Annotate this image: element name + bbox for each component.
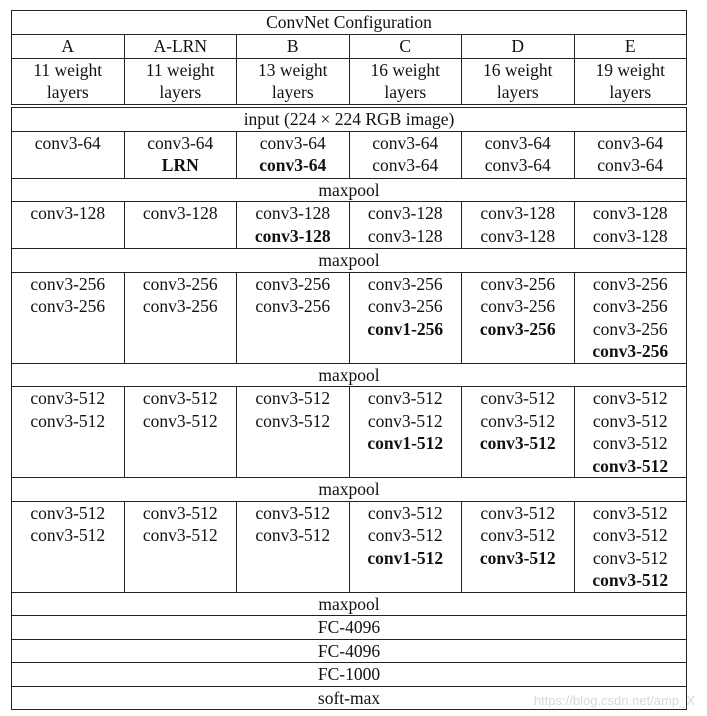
weight-layers-line: layers [384, 82, 427, 102]
column-header: B [237, 35, 350, 59]
conv-layer-label: conv3-64 [484, 132, 551, 153]
conv-layer-label: conv3-512 [592, 433, 668, 453]
conv-layer-label: conv3-256 [367, 296, 443, 316]
conv-layer-label: conv3-512 [142, 388, 218, 408]
conv-layer-cell [462, 202, 575, 249]
conv-layer-label: conv3-256 [480, 296, 556, 316]
weight-layers-line: 19 weight [595, 59, 665, 80]
conv-layer-label: conv3-64 [597, 132, 664, 153]
conv-layer-label: conv3-128 [480, 225, 556, 246]
classifier-row: FC-4096 [12, 616, 687, 640]
conv-layer-label: conv3-512 [367, 502, 443, 523]
conv-layer-cell [124, 202, 237, 249]
weight-layers-cell [124, 58, 237, 104]
weight-layers-cell [462, 58, 575, 104]
conv-layer-label: conv3-512 [592, 570, 669, 590]
conv-layer-label: conv3-256 [479, 318, 556, 339]
conv-layer-cell [237, 131, 350, 178]
weight-layers-line: layers [609, 82, 652, 102]
conv-layer-cell [349, 272, 462, 363]
conv-layer-label: conv1-256 [367, 318, 444, 339]
conv-layer-label: conv3-256 [592, 296, 668, 316]
table-title: ConvNet Configuration [12, 11, 687, 35]
conv-layer-label: conv3-512 [479, 547, 556, 568]
conv-layer-cell [574, 131, 687, 178]
conv-layer-label: conv3-256 [367, 273, 443, 294]
conv-layer-label: conv3-256 [480, 273, 556, 294]
conv-layer-label: conv1-512 [367, 547, 444, 568]
conv-layer-cell [124, 501, 237, 592]
conv-layer-cell [12, 387, 125, 478]
conv-layer-cell [124, 387, 237, 478]
conv-layer-label: conv3-512 [142, 410, 218, 431]
conv-layer-label: conv3-512 [479, 433, 556, 453]
input-row: input (224 × 224 RGB image) [12, 108, 687, 132]
conv-layer-cell [462, 131, 575, 178]
conv-layer-cell [574, 202, 687, 249]
maxpool-row: maxpool [12, 249, 687, 273]
conv-layer-label: conv3-512 [255, 525, 331, 545]
conv-layer-label: conv3-512 [480, 410, 556, 431]
conv-layer-label: conv3-256 [255, 296, 331, 316]
conv-layer-label: conv3-256 [255, 273, 331, 294]
conv-layer-cell [462, 272, 575, 363]
conv-layer-cell [349, 131, 462, 178]
config-body-table [11, 107, 687, 710]
weight-layers-line: layers [496, 82, 539, 102]
conv-layer-label: LRN [161, 155, 199, 175]
conv-layer-cell [12, 131, 125, 178]
conv-layer-cell [237, 202, 350, 249]
conv-layer-label: conv3-512 [480, 388, 556, 408]
conv-layer-label: conv3-128 [592, 203, 668, 223]
conv-layer-label: conv3-128 [30, 203, 106, 223]
weight-layers-cell [349, 58, 462, 104]
conv-layer-label: conv3-512 [367, 410, 443, 431]
conv-layer-label: conv3-64 [484, 155, 551, 175]
conv-layer-label: conv3-256 [142, 296, 218, 316]
conv-layer-label: conv3-512 [480, 525, 556, 545]
conv-layer-label: conv3-64 [597, 155, 664, 175]
weight-layers-line: layers [159, 82, 202, 102]
conv-layer-label: conv3-512 [592, 502, 668, 523]
conv-layer-cell [12, 272, 125, 363]
conv-layer-cell [349, 202, 462, 249]
conv-layer-label: conv3-512 [255, 502, 331, 523]
conv-layer-cell [462, 387, 575, 478]
conv-layer-label: conv3-512 [480, 502, 556, 523]
conv-layer-label: conv3-128 [255, 203, 331, 223]
conv-layer-label: conv3-512 [255, 388, 331, 408]
conv-layer-label: conv3-64 [259, 155, 327, 175]
weight-layers-row [12, 58, 687, 104]
conv-block-row [12, 131, 687, 178]
conv-layer-label: conv3-512 [30, 388, 106, 408]
conv-layer-label: conv3-128 [142, 203, 218, 223]
conv-layer-label: conv3-64 [372, 155, 439, 175]
column-header: A-LRN [124, 35, 237, 59]
conv-layer-cell [462, 501, 575, 592]
weight-layers-line: 16 weight [370, 59, 440, 80]
conv-layer-label: conv3-256 [30, 273, 106, 294]
weight-layers-line: 16 weight [482, 59, 553, 80]
maxpool-row: maxpool [12, 178, 687, 202]
conv-layer-cell [574, 501, 687, 592]
weight-layers-line: 13 weight [257, 59, 328, 80]
conv-layer-label: conv3-512 [30, 525, 106, 545]
column-header: D [462, 35, 575, 59]
conv-layer-label: conv3-256 [592, 318, 668, 339]
conv-layer-label: conv3-256 [30, 296, 106, 316]
weight-layers-cell [12, 58, 125, 104]
conv-layer-label: conv3-512 [142, 525, 218, 545]
maxpool-row: maxpool [12, 363, 687, 387]
conv-layer-label: conv3-512 [255, 410, 331, 431]
conv-layer-cell [237, 501, 350, 592]
conv-layer-label: conv3-512 [142, 502, 218, 523]
conv-layer-cell [349, 501, 462, 592]
conv-layer-label: conv3-512 [592, 410, 668, 431]
column-header-row [12, 35, 687, 59]
conv-layer-cell [12, 501, 125, 592]
conv-layer-label: conv3-128 [480, 203, 556, 223]
weight-layers-cell [574, 58, 687, 104]
conv-layer-label: conv3-256 [592, 273, 668, 294]
conv-block-row [12, 501, 687, 592]
conv-layer-label: conv1-512 [367, 433, 444, 453]
column-header: E [574, 35, 687, 59]
classifier-row: FC-4096 [12, 639, 687, 663]
conv-layer-cell [349, 387, 462, 478]
column-header: C [349, 35, 462, 59]
conv-layer-label: conv3-512 [592, 388, 668, 408]
conv-layer-label: conv3-64 [147, 132, 214, 153]
conv-block-row [12, 272, 687, 363]
conv-layer-cell [12, 202, 125, 249]
conv-layer-cell [574, 387, 687, 478]
weight-layers-line: 11 weight [33, 59, 103, 80]
conv-layer-cell [237, 387, 350, 478]
classifier-row: FC-1000 [12, 663, 687, 687]
conv-layer-label: conv3-512 [367, 525, 443, 545]
conv-layer-label: conv3-512 [592, 525, 668, 545]
weight-layers-line: layers [46, 82, 89, 102]
conv-layer-label: conv3-512 [592, 547, 668, 568]
maxpool-row: maxpool [12, 592, 687, 616]
conv-layer-cell [237, 272, 350, 363]
conv-layer-label: conv3-512 [367, 388, 443, 408]
conv-layer-label: conv3-64 [372, 132, 439, 153]
conv-layer-label: conv3-512 [30, 502, 106, 523]
conv-layer-label: conv3-128 [367, 203, 443, 223]
conv-layer-label: conv3-256 [142, 273, 218, 294]
conv-layer-label: conv3-512 [592, 455, 669, 476]
conv-layer-label: conv3-128 [367, 225, 443, 246]
conv-block-row [12, 387, 687, 478]
conv-layer-label: conv3-256 [592, 341, 669, 361]
conv-layer-cell [124, 272, 237, 363]
config-header-table [11, 10, 687, 105]
column-header: A [12, 35, 125, 59]
maxpool-row: maxpool [12, 478, 687, 502]
weight-layers-line: layers [271, 82, 314, 102]
conv-block-row [12, 202, 687, 249]
conv-layer-cell [574, 272, 687, 363]
conv-layer-cell [124, 131, 237, 178]
conv-layer-label: conv3-128 [254, 225, 331, 246]
conv-layer-label: conv3-128 [592, 225, 668, 246]
conv-layer-label: conv3-64 [259, 132, 326, 153]
weight-layers-cell [237, 58, 350, 104]
classifier-row: soft-max [12, 686, 687, 710]
conv-layer-label: conv3-512 [30, 410, 106, 431]
weight-layers-line: 11 weight [145, 59, 215, 80]
conv-layer-label: conv3-64 [34, 132, 101, 153]
watermark: https://blog.csdn.net/amp_X [533, 693, 695, 708]
